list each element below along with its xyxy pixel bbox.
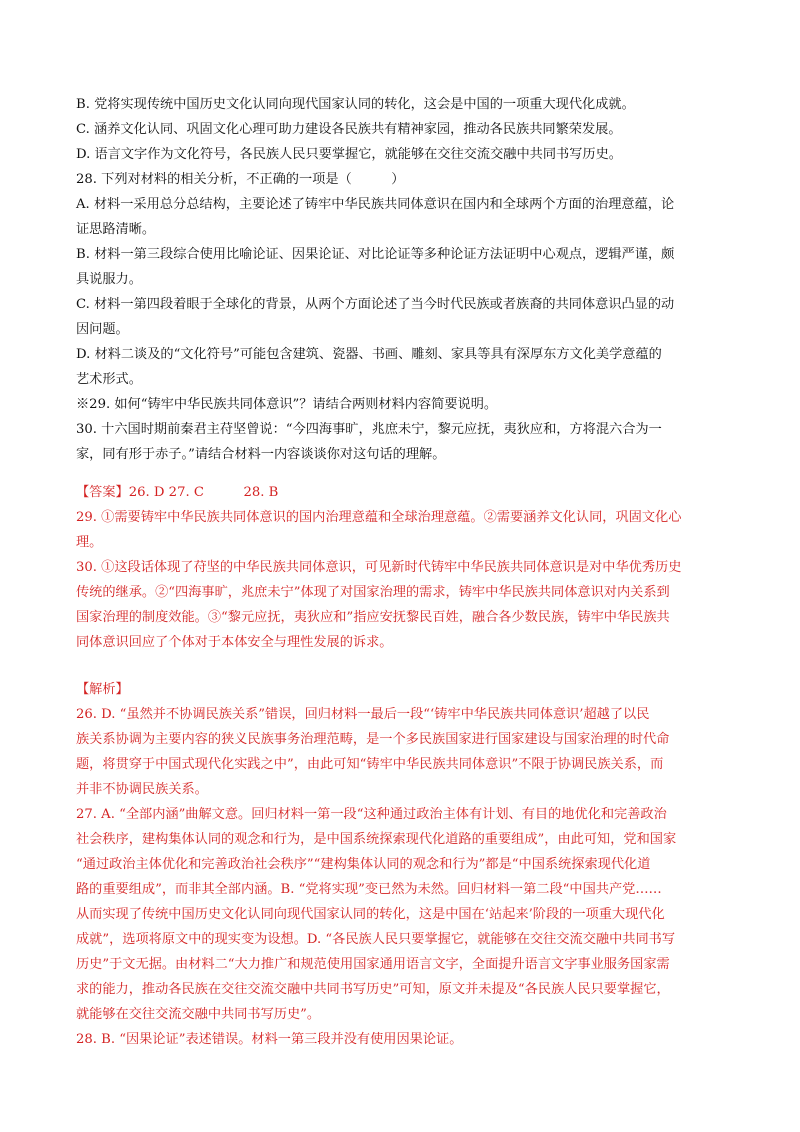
q29-stem-line: ※29. 如何“铸牢中华民族共同体意识”？请结合两则材料内容简要说明。 bbox=[76, 397, 498, 412]
q30-stem bbox=[76, 417, 714, 467]
answer-section bbox=[76, 480, 714, 655]
analysis-26-line: 并非不协调民族关系。 bbox=[76, 782, 208, 797]
q28-option-a-line: A. 材料一采用总分总结构，主要论述了铸牢中华民族共同体意识在国内和全球两个方面的治理意蕴，论 bbox=[76, 197, 675, 212]
q28-option-d-line: 艺术形式。 bbox=[76, 372, 142, 387]
analysis-28-line: 28. B. “因果论证”表述错误。材料一第三段并没有使用因果论证。 bbox=[76, 1032, 463, 1047]
q28-stem bbox=[76, 167, 714, 192]
analysis-27-line: 路的重要组成”，而非其全部内涵。B. “党将实现”变已然为未然。回归材料一第二段“中国共产党…… bbox=[76, 882, 662, 897]
analysis-27-line: 从而实现了传统中国历史文化认同向现代国家认同的转化，这是中国在‘站起来’阶段的一项重大现代化 bbox=[76, 907, 665, 922]
q30-stem-line: 30. 十六国时期前秦君主苻坚曾说：“今四海事旷，兆庶未宁，黎元应抚，夷狄应和，方将混六合为一 bbox=[76, 422, 662, 437]
q28-option-d-line: D. 材料二谈及的“文化符号”可能包含建筑、瓷器、书画、雕刻、家具等具有深厚东方文化美学意蕴的 bbox=[76, 347, 662, 362]
answer-key bbox=[76, 480, 714, 505]
answer-30-line: 30. ①这段话体现了苻坚的中华民族共同体意识，可见新时代铸牢中华民族共同体意识是对中华优秀历史 bbox=[76, 560, 682, 575]
answer-30-line: 国家治理的制度效能。③“黎元应抚，夷狄应和”指应安抚黎民百姓，融合各少数民族，铸牢中华民族共 bbox=[76, 610, 670, 625]
q30-stem-line: 家，同有形于赤子。”请结合材料一内容谈谈你对这句话的理解。 bbox=[76, 447, 446, 462]
analysis-27-line: 就能够在交往交流交融中共同书写历史”。 bbox=[76, 1007, 321, 1022]
q27-option-b-line: B. 党将实现传统中国历史文化认同向现代国家认同的转化，这会是中国的一项重大现代化成就。 bbox=[76, 97, 635, 112]
analysis-27-line: 成就”，选项将原文中的现实变为设想。D. “各民族人民只要掌握它，就能够在交往交流交融中共同书写 bbox=[76, 932, 676, 947]
q29-stem bbox=[76, 392, 714, 417]
answer-30 bbox=[76, 555, 714, 655]
answer-29-line: 理。 bbox=[76, 535, 103, 550]
q27-option-d-line: D. 语言文字作为文化符号，各民族人民只要掌握它，就能够在交往交流交融中共同书写历史。 bbox=[76, 147, 622, 162]
question-section bbox=[76, 92, 714, 467]
q27-option-b bbox=[76, 92, 714, 117]
analysis-27-line: 社会秩序，建构集体认同的观念和行为，是中国系统探索现代化道路的重要组成”，由此可知，党和国家 bbox=[76, 832, 677, 847]
analysis-heading-line: 【解析】 bbox=[76, 682, 129, 697]
answer-30-line: 同体意识回应了个体对于本体安全与理性发展的诉求。 bbox=[76, 635, 393, 650]
q27-option-c-line: C. 涵养文化认同、巩固文化心理可助力建设各民族共有精神家园，推动各民族共同繁荣发展。 bbox=[76, 122, 622, 137]
q28-option-b-line: 具说服力。 bbox=[76, 272, 142, 287]
q28-stem-line: 28. 下列对材料的相关分析，不正确的一项是（ ） bbox=[76, 172, 405, 187]
analysis-27-line: “通过政治主体优化和完善政治社会秩序”“建构集体认同的观念和行为”都是“中国系统探索现代化道 bbox=[76, 857, 651, 872]
answer-30-line: 传统的继承。②“四海事旷，兆庶未宁”体现了对国家治理的需求，铸牢中华民族共同体意识对内关系到 bbox=[76, 585, 670, 600]
analysis-26-line: 族关系协调为主要内容的狭义民族事务治理范畴，是一个多民族国家进行国家建设与国家治理的时代命 bbox=[76, 732, 670, 747]
analysis-section bbox=[76, 677, 714, 1052]
analysis-28 bbox=[76, 1027, 714, 1052]
q28-option-a bbox=[76, 192, 714, 242]
q27-option-c bbox=[76, 117, 714, 142]
answer-29 bbox=[76, 505, 714, 555]
q28-option-b bbox=[76, 242, 714, 292]
answer-29-line: 29. ①需要铸牢中华民族共同体意识的国内治理意蕴和全球治理意蕴。②需要涵养文化认同，巩固文化心 bbox=[76, 510, 682, 525]
q28-option-c bbox=[76, 292, 714, 342]
q27-option-d bbox=[76, 142, 714, 167]
analysis-heading bbox=[76, 677, 714, 702]
answer-key-line: 【答案】26. D 27. C 28. B bbox=[76, 485, 279, 500]
analysis-26-line: 题，将贯穿于中国式现代化实践之中”，由此可知“铸牢中华民族共同体意识”不限于协调民族关系，而 bbox=[76, 757, 664, 772]
q28-option-c-line: 因问题。 bbox=[76, 322, 129, 337]
analysis-26-line: 26. D. “虽然并不协调民族关系”错误，回归材料一最后一段“‘铸牢中华民族共同体意识’超越了以民 bbox=[76, 707, 650, 722]
q28-option-b-line: B. 材料一第三段综合使用比喻论证、因果论证、对比论证等多种论证方法证明中心观点，逻辑严谨，颇 bbox=[76, 247, 675, 262]
q28-option-d bbox=[76, 342, 714, 392]
analysis-27-line: 求的能力，推动各民族在交往交流交融中共同书写历史”可知，原文并未提及“各民族人民只要掌握它， bbox=[76, 982, 670, 997]
analysis-27 bbox=[76, 802, 714, 1027]
analysis-27-line: 27. A. “全部内涵”曲解文意。回归材料一第一段“这种通过政治主体有计划、有目的地优化和完善政治 bbox=[76, 807, 667, 822]
analysis-26 bbox=[76, 702, 714, 802]
q28-option-a-line: 证思路清晰。 bbox=[76, 222, 156, 237]
q28-option-c-line: C. 材料一第四段着眼于全球化的背景，从两个方面论述了当今时代民族或者族裔的共同体意识凸显的动 bbox=[76, 297, 675, 312]
analysis-27-line: 历史”于文无据。由材料二“大力推广和规范使用国家通用语言文字，全面提升语言文字事业服务国家需 bbox=[76, 957, 670, 972]
